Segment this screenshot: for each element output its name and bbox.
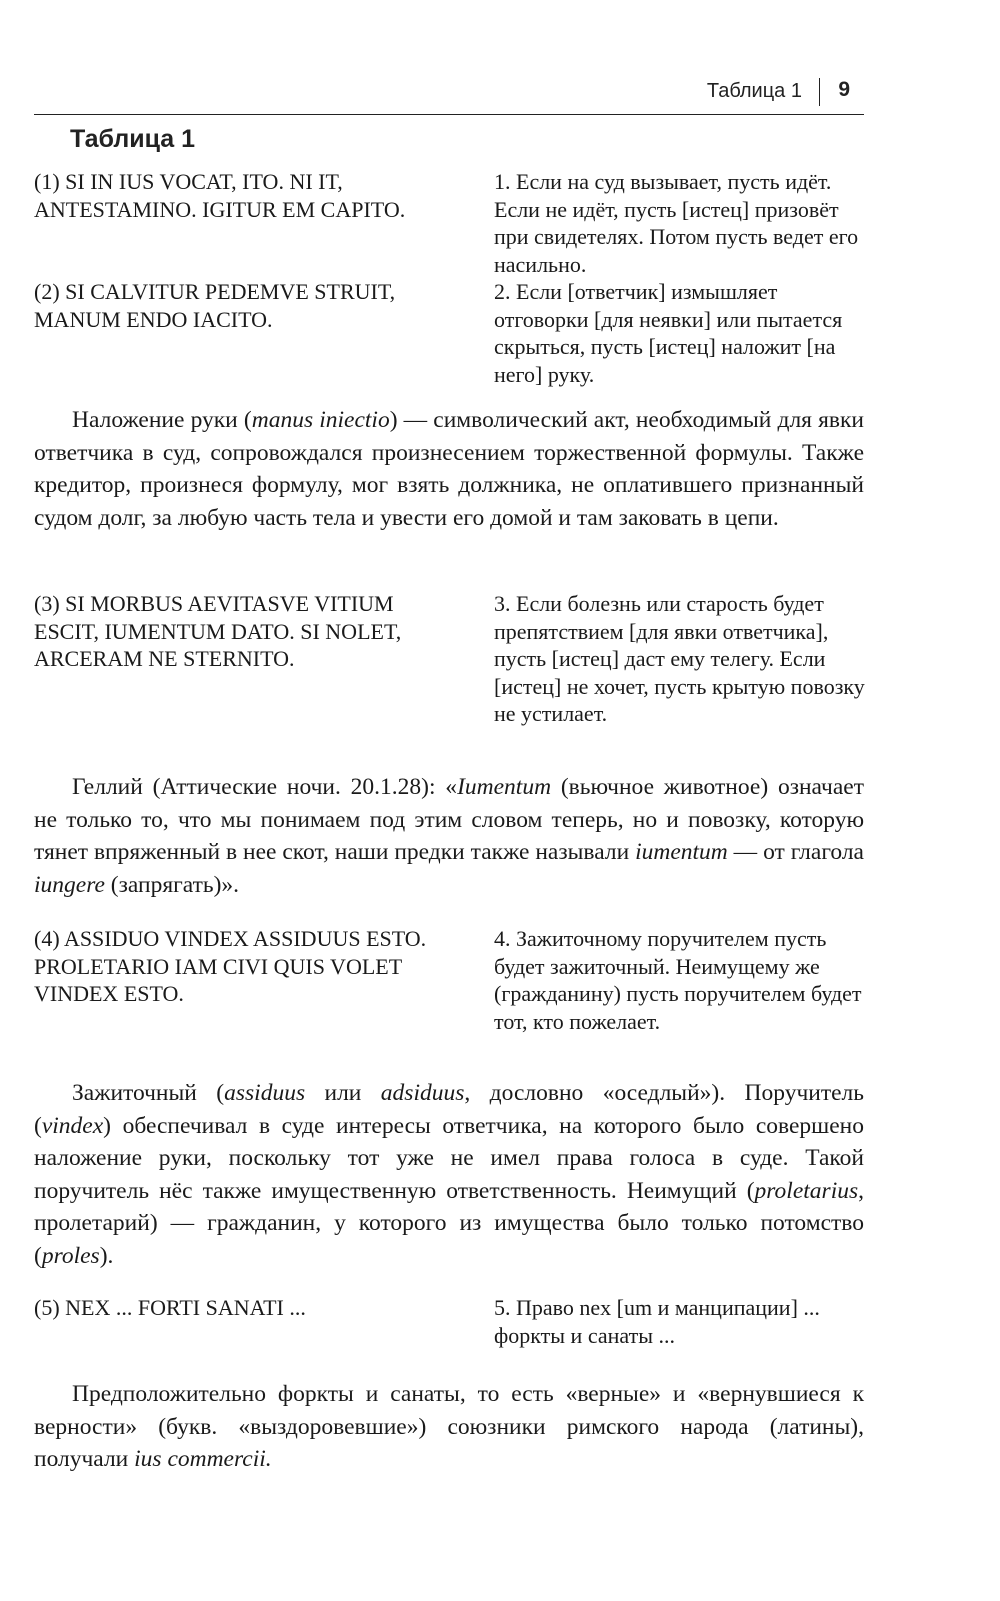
russian-translation-4: 4. Зажиточному поручителем пусть будет зажиточный. Неимущему же (гражданину) пусть поручителем будет тот, кто пожелает.	[494, 926, 862, 1034]
section-title: Таблица 1	[70, 125, 196, 153]
russian-translation-3: 3. Если болезнь или старость будет препятствием [для явки ответчика], пусть [истец] даст ему телегу. Если [истец] не хочет, пусть крытую повозку не устилает.	[494, 591, 865, 726]
commentary-3: Зажиточный (assiduus или adsiduus, дословно «оседлый»). Поручитель (vindex) обеспечивал в суде интересы ответчика, на которого было совершено наложение руки, поскольку тот уже не имел права голоса в суде. Такой поручитель нёс также имущественную ответственность. Неимущий (proletarius, пролетарий) — гражданин, у которого из имущества было только потомство (proles).	[34, 1080, 864, 1269]
russian-translation-2: 2. Если [ответчик] измышляет отговорки [для неявки] или пытается скрыться, пусть [истец] наложит [на него] руку.	[494, 279, 843, 387]
page-number: 9	[838, 78, 850, 101]
latin-text-5: (5) NEX ... FORTI SANATI ...	[34, 1295, 306, 1320]
running-header	[34, 72, 864, 115]
commentary-1: Наложение руки (manus iniectio) — символический акт, необходимый для явки ответчика в суд, сопровождался произнесением торжественной формулы. Также кредитор, произнеся формулу, мог взять должника, не оплатившего признанный судом долг, за любую часть тела и увести его домой и там заковать в цепи.	[34, 407, 865, 531]
latin-text-1: (1) SI IN IUS VOCAT, ITO. NI IT, ANTESTAMINO. IGITUR EM CAPITO.	[34, 169, 406, 222]
latin-text-3: (3) SI MORBUS AEVITASVE VITIUM ESCIT, IUMENTUM DATO. SI NOLET, ARCERAM NE STERNITO.	[34, 591, 402, 671]
russian-translation-5: 5. Право nex [um и манципации] ... форкты и санаты ...	[494, 1295, 820, 1348]
header-divider	[819, 78, 821, 106]
running-header-title: Таблица 1	[706, 80, 802, 102]
russian-translation-1: 1. Если на суд вызывает, пусть идёт. Если не идёт, пусть [истец] призовёт при свидетелях. Потом пусть ведет его насильно.	[494, 169, 859, 277]
latin-text-2: (2) SI CALVITUR PEDEMVE STRUIT, MANUM ENDO IACITO.	[34, 279, 396, 332]
latin-text-4: (4) ASSIDUO VINDEX ASSIDUUS ESTO. PROLETARIO IAM CIVI QUIS VOLET VINDEX ESTO.	[34, 926, 427, 1006]
commentary-4: Предположительно форкты и санаты, то есть «верные» и «вернувшиеся к верности» (букв. «выздоровевшие») союзники римского народа (латины), получали ius commercii.	[34, 1381, 864, 1472]
commentary-2: Геллий (Аттические ночи. 20.1.28): «Iumentum (вьючное животное) означает не только то, что мы понимаем под этим словом теперь, но и повозку, которую тянет впряженный в нее скот, наши предки также называли iumentum — от глагола iungere (запрягать)».	[34, 774, 864, 898]
